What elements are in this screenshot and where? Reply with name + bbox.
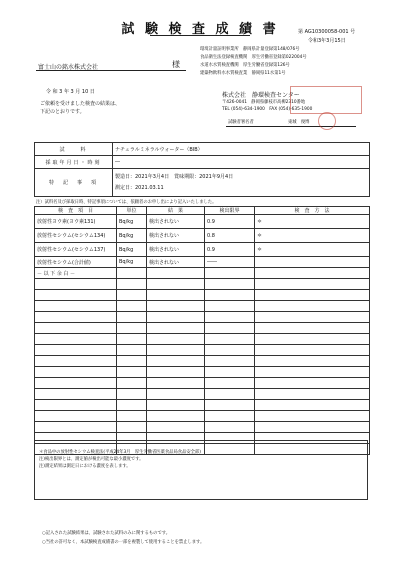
notes-line-2: 測定日：2021.03.11 bbox=[115, 184, 164, 191]
remarks-line-1: ＊食品中の放射性セシウム検査法(平成24年3月 厚生労働省医薬食品局食品安全部) bbox=[39, 450, 201, 455]
document-number: 第 AG10300058-001 号 bbox=[298, 29, 356, 35]
blank-cell bbox=[205, 367, 255, 378]
blank-row bbox=[35, 400, 370, 411]
row-method: ＊ bbox=[255, 229, 370, 243]
blank-cell bbox=[35, 334, 117, 345]
blank-cell bbox=[117, 279, 147, 290]
remarks-line-3: 注)測定結果は測定日における濃度を表します。 bbox=[39, 464, 131, 469]
blank-cell bbox=[205, 279, 255, 290]
blank-cell bbox=[35, 301, 117, 312]
sample-name-label: 試 料 bbox=[35, 143, 113, 156]
blank-cell bbox=[147, 389, 205, 400]
blank-cell bbox=[147, 312, 205, 323]
blank-cell bbox=[255, 279, 370, 290]
blank-cell bbox=[205, 290, 255, 301]
notes-label: 特 記 事 項 bbox=[35, 169, 113, 197]
sample-info-table bbox=[34, 142, 370, 197]
blank-row bbox=[35, 378, 370, 389]
company-seal bbox=[290, 86, 362, 114]
blank-cell bbox=[117, 334, 147, 345]
blank-cell bbox=[147, 301, 205, 312]
blank-row bbox=[35, 279, 370, 290]
row-method bbox=[255, 257, 370, 268]
blank-cell bbox=[117, 422, 147, 433]
blank-cell bbox=[147, 356, 205, 367]
blank-row bbox=[35, 411, 370, 422]
blank-row bbox=[35, 312, 370, 323]
blank-cell bbox=[117, 290, 147, 301]
signer-label: 試験者署名者 bbox=[228, 120, 254, 125]
blank-cell bbox=[35, 279, 117, 290]
row-result: 検出されない bbox=[147, 215, 205, 229]
blank-cell bbox=[255, 411, 370, 422]
blank-cell bbox=[35, 400, 117, 411]
row-result: 検出されない bbox=[147, 243, 205, 257]
header-result: 結 果 bbox=[147, 207, 205, 215]
blank-cell bbox=[255, 268, 370, 279]
table-row bbox=[35, 243, 370, 257]
blank-row bbox=[35, 290, 370, 301]
registration-value: 厚生労働省登録第126号 bbox=[242, 63, 290, 68]
results-table bbox=[34, 206, 370, 455]
notes-value bbox=[113, 169, 370, 197]
end-label: － 以 下 余 白 － bbox=[35, 268, 117, 279]
row-unit: Bq/kg bbox=[117, 243, 147, 257]
blank-cell bbox=[255, 301, 370, 312]
blank-cell bbox=[117, 268, 147, 279]
blank-cell bbox=[35, 323, 117, 334]
table-row bbox=[35, 268, 370, 279]
header-limit: 検出限界 bbox=[205, 207, 255, 215]
row-limit: 0.9 bbox=[205, 215, 255, 229]
blank-cell bbox=[147, 323, 205, 334]
blank-cell bbox=[205, 323, 255, 334]
blank-cell bbox=[205, 301, 255, 312]
blank-cell bbox=[117, 400, 147, 411]
remarks-box bbox=[34, 440, 368, 500]
row-item: 放射性セシウム(セシウム137) bbox=[35, 243, 117, 257]
recipient-name: 富士山の銘水株式会社 bbox=[38, 64, 99, 71]
row-item: 放射性セシウム(合計値) bbox=[35, 257, 117, 268]
remarks-line-2: 注)検出限界とは、測定値が検出可能な最小濃度です。 bbox=[39, 457, 144, 462]
registration-item bbox=[200, 62, 390, 70]
blank-cell bbox=[147, 279, 205, 290]
blank-cell bbox=[255, 345, 370, 356]
blank-cell bbox=[205, 334, 255, 345]
blank-cell bbox=[35, 356, 117, 367]
sampling-value: ― bbox=[113, 156, 370, 169]
registration-label: 建築物飲料水水質検査業 bbox=[200, 71, 248, 76]
document-title: 試 験 検 査 成 績 書 bbox=[121, 22, 279, 37]
blank-cell bbox=[117, 411, 147, 422]
header-unit: 単位 bbox=[117, 207, 147, 215]
footer-note-2: ○当社の許可なく、本試験検査成績書の一部を複製して使用することを禁止します。 bbox=[42, 540, 205, 545]
notes-row bbox=[35, 169, 370, 197]
row-method: ＊ bbox=[255, 243, 370, 257]
sampling-label: 採取年月日・時刻 bbox=[35, 156, 113, 169]
blank-cell bbox=[117, 378, 147, 389]
results-header-row bbox=[35, 207, 370, 215]
row-limit: ―― bbox=[205, 257, 255, 268]
registration-item bbox=[200, 46, 390, 54]
blank-cell bbox=[147, 345, 205, 356]
row-result: 検出されない bbox=[147, 229, 205, 243]
blank-cell bbox=[117, 323, 147, 334]
blank-row bbox=[35, 389, 370, 400]
blank-cell bbox=[255, 356, 370, 367]
blank-cell bbox=[117, 389, 147, 400]
registration-value: 静岡県計量登録第148/076号 bbox=[242, 47, 300, 52]
issuer-company: 株式会社 静環検査センター bbox=[222, 92, 300, 99]
registration-label: 環境計量証明事業所 bbox=[200, 47, 239, 52]
blank-row bbox=[35, 345, 370, 356]
blank-cell bbox=[205, 411, 255, 422]
blank-cell bbox=[35, 290, 117, 301]
blank-cell bbox=[147, 268, 205, 279]
blank-cell bbox=[117, 312, 147, 323]
blank-cell bbox=[35, 389, 117, 400]
signer-seal bbox=[318, 112, 336, 130]
blank-cell bbox=[205, 356, 255, 367]
blank-cell bbox=[35, 345, 117, 356]
blank-cell bbox=[117, 301, 147, 312]
blank-row bbox=[35, 422, 370, 433]
blank-cell bbox=[35, 378, 117, 389]
blank-cell bbox=[255, 312, 370, 323]
blank-cell bbox=[255, 323, 370, 334]
issue-date: 令和3年3月15日 bbox=[308, 38, 346, 44]
blank-row bbox=[35, 334, 370, 345]
blank-cell bbox=[35, 411, 117, 422]
blank-cell bbox=[205, 422, 255, 433]
registration-item bbox=[200, 70, 390, 78]
blank-cell bbox=[255, 389, 370, 400]
blank-cell bbox=[255, 334, 370, 345]
row-unit: Bq/kg bbox=[117, 229, 147, 243]
recipient-suffix: 様 bbox=[172, 60, 180, 69]
registration-list bbox=[200, 46, 390, 78]
blank-cell bbox=[147, 422, 205, 433]
blank-cell bbox=[147, 367, 205, 378]
row-limit: 0.8 bbox=[205, 229, 255, 243]
signer-underline bbox=[226, 126, 356, 127]
blank-cell bbox=[255, 378, 370, 389]
issuer-address: 〒426-0041 静岡県藤枝市高柳2310番地 bbox=[222, 100, 306, 105]
blank-cell bbox=[255, 290, 370, 301]
registration-value: 静岡県11水第1号 bbox=[251, 71, 286, 76]
blank-row bbox=[35, 301, 370, 312]
registration-item bbox=[200, 54, 390, 62]
blank-cell bbox=[147, 378, 205, 389]
blank-cell bbox=[205, 400, 255, 411]
blank-cell bbox=[205, 378, 255, 389]
issuer-phone: TEL (054)-634-1900 FAX (054)-635-1900 bbox=[222, 107, 313, 112]
registration-label: 食品衛生法登録検査機関 bbox=[200, 55, 248, 60]
blank-cell bbox=[147, 400, 205, 411]
table-row bbox=[35, 257, 370, 268]
receipt-message-2: 下記のとおりです。 bbox=[40, 109, 85, 115]
blank-cell bbox=[205, 312, 255, 323]
blank-cell bbox=[205, 268, 255, 279]
blank-cell bbox=[117, 345, 147, 356]
blank-row bbox=[35, 356, 370, 367]
blank-cell bbox=[35, 312, 117, 323]
receipt-date: 令 和 3 年 3 月 10 日 bbox=[46, 89, 95, 95]
sampling-row bbox=[35, 156, 370, 169]
row-method: ＊ bbox=[255, 215, 370, 229]
blank-cell bbox=[117, 356, 147, 367]
row-limit: 0.9 bbox=[205, 243, 255, 257]
header-method: 検 査 方 法 bbox=[255, 207, 370, 215]
table-row bbox=[35, 229, 370, 243]
table-row bbox=[35, 215, 370, 229]
sample-name-row bbox=[35, 143, 370, 156]
blank-cell bbox=[35, 367, 117, 378]
blank-cell bbox=[255, 367, 370, 378]
header-item: 検 査 項 目 bbox=[35, 207, 117, 215]
table-note: 注）試料名及び採取日時、特記事項については、依頼者のお申し出により記入いたしました。 bbox=[36, 200, 217, 205]
recipient-underline bbox=[36, 70, 186, 71]
row-item: 放射性セシウム(セシウム134) bbox=[35, 229, 117, 243]
sample-name-value: ナチュラルミネラルウォーター（BIB） bbox=[113, 143, 370, 156]
title-underline bbox=[150, 35, 250, 36]
blank-cell bbox=[117, 367, 147, 378]
signer-name: 東城 俊博 bbox=[288, 120, 310, 125]
row-item: 放射性ヨウ素(ヨウ素131) bbox=[35, 215, 117, 229]
blank-row bbox=[35, 367, 370, 378]
blank-cell bbox=[147, 290, 205, 301]
registration-label: 水道水水質検査機関 bbox=[200, 63, 239, 68]
footer-note-1: ○記入された試験結果は、試験された試料のみに関するものです。 bbox=[42, 531, 171, 536]
receipt-message-1: ご依頼を受けました検査の結果は、 bbox=[40, 101, 121, 107]
row-unit: Bq/kg bbox=[117, 257, 147, 268]
blank-cell bbox=[255, 422, 370, 433]
blank-cell bbox=[205, 345, 255, 356]
row-unit: Bq/kg bbox=[117, 215, 147, 229]
notes-line-1: 製造日：2021年3月4日 賞味期限：2021年9月4日 bbox=[115, 173, 234, 180]
blank-cell bbox=[147, 334, 205, 345]
blank-cell bbox=[205, 389, 255, 400]
blank-cell bbox=[147, 411, 205, 422]
blank-cell bbox=[255, 400, 370, 411]
registration-value: 厚生労働省登録第022004号 bbox=[251, 55, 307, 60]
blank-row bbox=[35, 323, 370, 334]
blank-cell bbox=[35, 422, 117, 433]
row-result: 検出されない bbox=[147, 257, 205, 268]
